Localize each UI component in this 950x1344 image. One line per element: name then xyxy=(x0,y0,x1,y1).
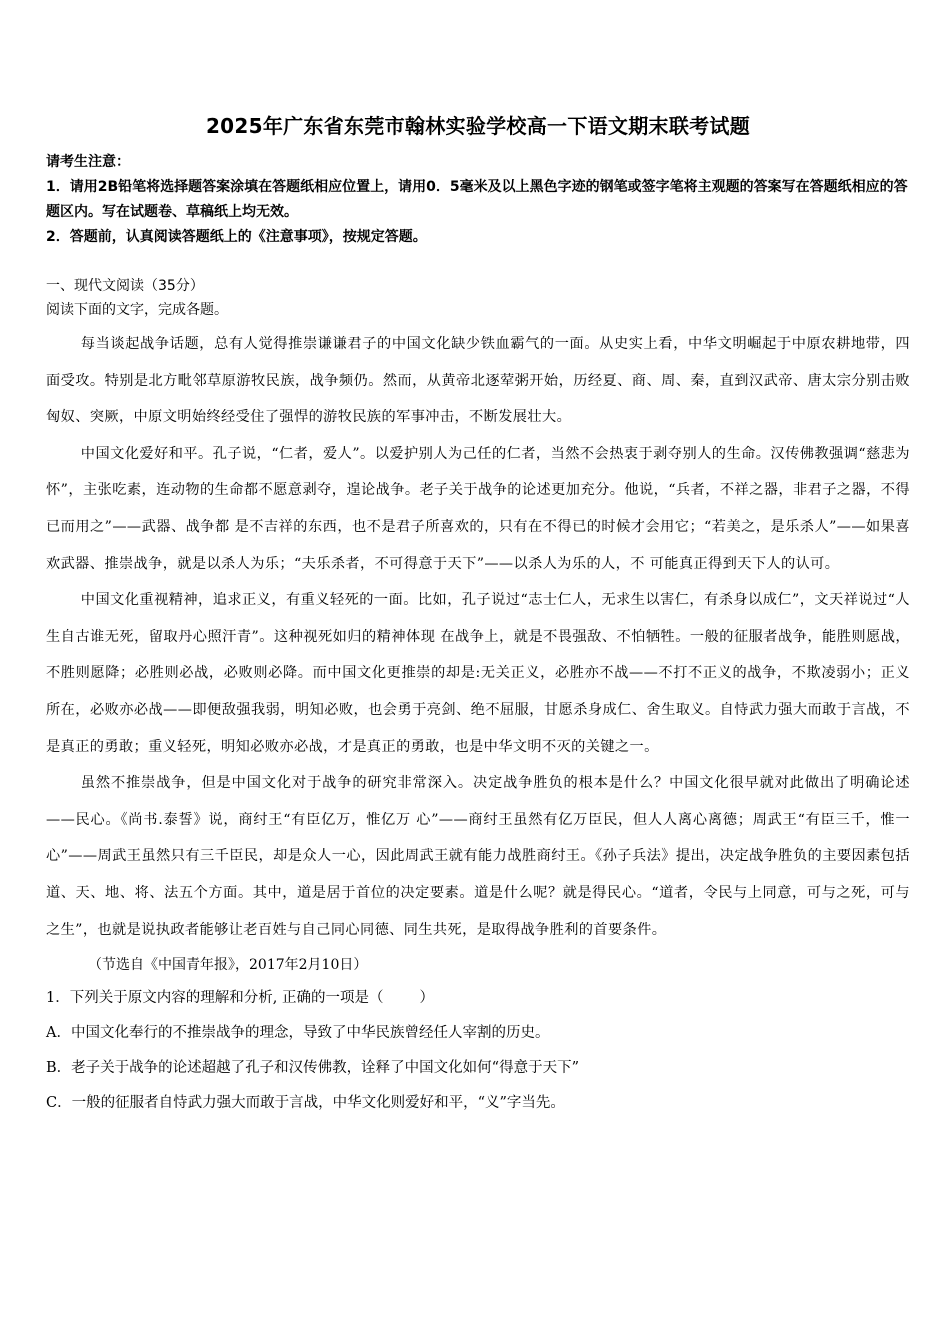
notice-item-1: 1．请用2B铅笔将选择题答案涂填在答题纸相应位置上，请用0．5毫米及以上黑色字迹的钢笔或签字笔将主观题的答案写在答题纸相应的答题区内。写在试题卷、草稿纸上均无效。 xyxy=(46,179,908,220)
exam-title: 2025年广东省东莞市翰林实验学校高一下语文期末联考试题 xyxy=(205,114,751,138)
section-heading: 一、现代文阅读（35分） xyxy=(46,278,204,294)
passage-paragraph-4: 虽然不推崇战争，但是中国文化对于战争的研究非常深入。决定战争胜负的根本是什么？中国文化很早就对此做出了明确论述——民心。《尚书.泰誓》说，商纣王“有臣亿万，惟亿万 心”——商纣王虽然有亿万臣民，但人人离心离德；周武王“有臣三千，惟一心”——周武王虽然只有三千臣民，却是众人一心，因此周武王就有能力战胜商纣王。《孙子兵法》提出，决定战争胜负的主要因素包括道、天、地、将、法五个方面。其中，道是居于首位的决定要素。道是什么呢？就是得民心。“道者，令民与上同意，可与之死，可与之生”，也就是说执政者能够让老百姓与自己同心同德、同生共死，是取得战争胜利的首要条件。 xyxy=(46,775,910,938)
passage-paragraph-2: 中国文化爱好和平。孔子说，“仁者，爱人”。以爱护别人为己任的仁者，当然不会热衷于剥夺别人的生命。汉传佛教强调“慈悲为怀”，主张吃素，连动物的生命都不愿意剥夺，遑论战争。老子关于战争的论述更加充分。他说，“兵者，不祥之器，非君子之器，不得已而用之”——武器、战争都 是不吉祥的东西，也不是君子所喜欢的，只有在不得已的时候才会用它；“若美之，是乐杀人”——如果喜欢武器、推崇战争，就是以杀人为乐；“夫乐杀者，不可得意于天下”——以杀人为乐的人，不 可能真正得到天下人的认可。 xyxy=(46,445,910,572)
passage-paragraph-3: 中国文化重视精神，追求正义，有重义轻死的一面。比如，孔子说过“志士仁人，无求生以害仁，有杀身以成仁”，文天祥说过“人生自古谁无死，留取丹心照汗青”。这种视死如归的精神体现 在战争上，就是不畏强敌、不怕牺牲。一般的征服者战争，能胜则愿战，不胜则愿降；必胜则必战，必败则必降。而中国文化更推崇的却是:无关正义，必胜亦不战——不打不正义的战争，不欺凌弱小；正义所在，必败亦必战——即便敌强我弱，明知必败，也会勇于亮剑、绝不屈服，甘愿杀身成仁、舍生取义。自恃武力强大而敢于言战，不是真正的勇敢；重义轻死，明知必败亦必战，才是真正的勇敢，也是中华文明不灭的关键之一。 xyxy=(46,592,910,755)
question-1 xyxy=(46,981,910,1121)
question-stem-close: ） xyxy=(419,990,434,1007)
question-stem xyxy=(46,981,910,1016)
option-c: C．一般的征服者自恃武力强大而敢于言战，中华文化则爱好和平，“义”字当先。 xyxy=(46,1095,565,1112)
option-b: B．老子关于战争的论述超越了孔子和汉传佛教，诠释了中国文化如何“得意于天下” xyxy=(46,1060,579,1077)
section-instruction: 阅读下面的文字，完成各题。 xyxy=(46,302,228,318)
question-stem-text: 1．下列关于原文内容的理解和分析, 正确的一项是（ xyxy=(46,990,384,1007)
option-a: A．中国文化奉行的不推崇战争的理念，导致了中华民族曾经任人宰割的历史。 xyxy=(46,1025,550,1042)
reading-passage xyxy=(46,326,910,948)
notice-item-2: 2．答题前，认真阅读答题纸上的《注意事项》，按规定答题。 xyxy=(46,229,427,245)
notice-heading: 请考生注意： xyxy=(46,154,130,170)
notice-block xyxy=(46,150,910,250)
passage-paragraph-1: 每当谈起战争话题，总有人觉得推崇谦谦君子的中国文化缺少铁血霸气的一面。从史实上看，中华文明崛起于中原农耕地带，四面受攻。特别是北方毗邻草原游牧民族，战争频仍。然而，从黄帝北逐荤粥开始，历经夏、商、周、秦，直到汉武帝、唐太宗分别击败匈奴、突厥，中原文明始终经受住了强悍的游牧民族的军事冲击，不断发展壮大。 xyxy=(46,336,910,426)
passage-source: （节选自《中国青年报》，2017年2月10日） xyxy=(88,957,368,974)
